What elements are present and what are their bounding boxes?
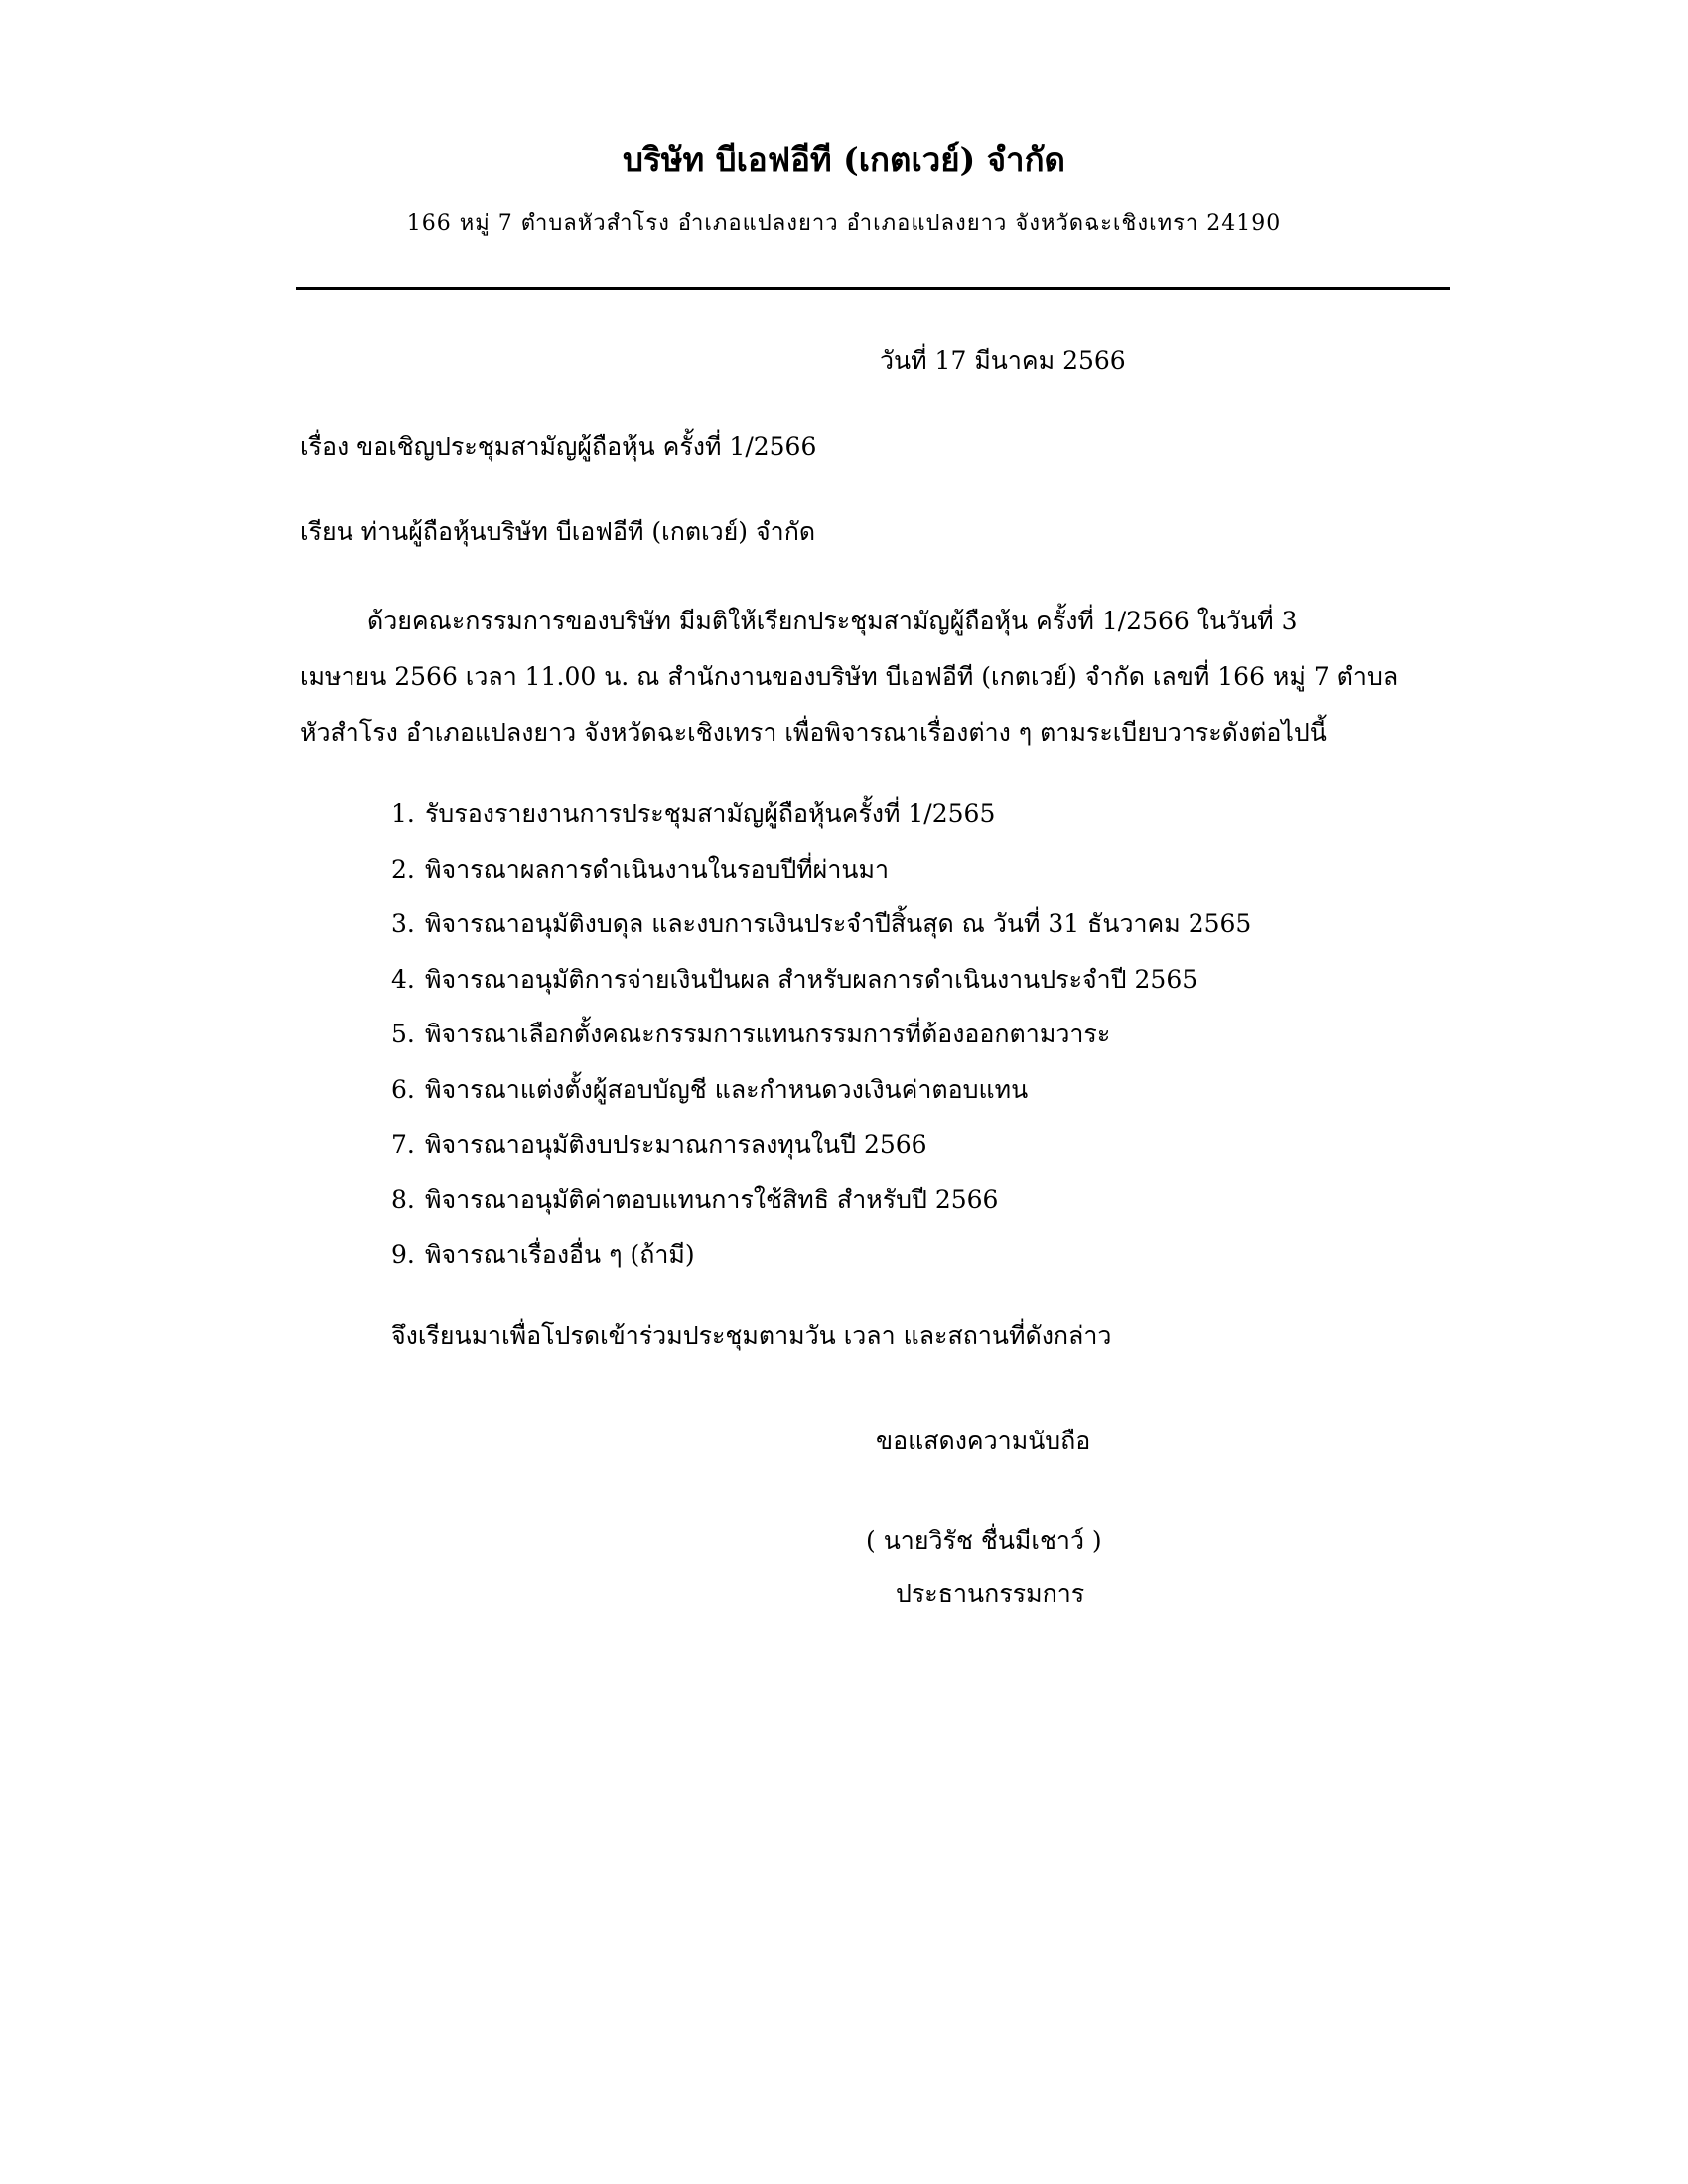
agenda-item-number: 2. (391, 854, 415, 884)
letter-date: วันที่ 17 มีนาคม 2566 (880, 346, 1126, 375)
company-name: บริษัท บีเอฟอีที (เกตเวย์) จำกัด (623, 140, 1065, 179)
agenda-item-text: พิจารณาเลือกตั้งคณะกรรมการแทนกรรมการที่ต้องออกตามวาระ (425, 1020, 1111, 1048)
agenda-item (391, 1062, 1251, 1118)
agenda-item-text: พิจารณาอนุมัติค่าตอบแทนการใช้สิทธิ สำหรับปี 2566 (425, 1184, 999, 1214)
agenda-item-text: พิจารณาผลการดำเนินงานในรอบปีที่ผ่านมา (425, 854, 889, 884)
closing-sentence: จึงเรียนมาเพื่อโปรดเข้าร่วมประชุมตามวัน เวลา และสถานที่ดังกล่าว (391, 1321, 1112, 1350)
letter-subject: เรื่อง ขอเชิญประชุมสามัญผู้ถือหุ้น ครั้งที่ 1/2566 (300, 432, 817, 461)
agenda-item-text: พิจารณาอนุมัติงบประมาณการลงทุนในปี 2566 (425, 1130, 927, 1159)
agenda-item-number: 9. (391, 1240, 415, 1269)
body-line: หัวสำโรง อำเภอแปลงยาว จังหวัดฉะเชิงเทรา เพื่อพิจารณาเรื่องต่าง ๆ ตามระเบียบวาระดังต่อไปนี้ (300, 718, 1327, 747)
body-line: ด้วยคณะกรรมการของบริษัท มีมติให้เรียกประชุมสามัญผู้ถือหุ้น ครั้งที่ 1/2566 ในวันที่ 3 (367, 607, 1298, 635)
agenda-item (391, 842, 1251, 897)
body-line: เมษายน 2566 เวลา 11.00 น. ณ สำนักงานของบริษัท บีเอฟอีที (เกตเวย์) จำกัด เลขที่ 166 หมู่ 7 ตำบล (300, 662, 1399, 691)
agenda-item-number: 5. (391, 1020, 415, 1048)
agenda-item (391, 1117, 1251, 1172)
agenda-list (391, 786, 1251, 1283)
agenda-item (391, 786, 1251, 842)
agenda-item (391, 1172, 1251, 1228)
agenda-item-number: 4. (391, 964, 415, 994)
agenda-item-text: พิจารณาแต่งตั้งผู้สอบบัญชี และกำหนดวงเงินค่าตอบแทน (425, 1074, 1029, 1104)
agenda-item (391, 896, 1251, 952)
agenda-item-text: พิจารณาอนุมัติงบดุล และงบการเงินประจำปีสิ้นสุด ณ วันที่ 31 ธันวาคม 2565 (425, 909, 1252, 938)
company-address: 166 หมู่ 7 ตำบลหัวสำโรง อำเภอแปลงยาว อำเภอแปลงยาว จังหวัดฉะเชิงเทรา 24190 (406, 211, 1282, 236)
agenda-item-text: รับรองรายงานการประชุมสามัญผู้ถือหุ้นครั้งที่ 1/2565 (425, 799, 996, 828)
header-divider (296, 287, 1450, 290)
agenda-item-number: 1. (391, 799, 415, 828)
agenda-item (391, 952, 1251, 1008)
agenda-item-number: 8. (391, 1184, 415, 1214)
agenda-item (391, 1227, 1251, 1283)
complimentary-close: ขอแสดงความนับถือ (876, 1427, 1091, 1455)
body-paragraph (300, 594, 1447, 760)
signer-title: ประธานกรรมการ (896, 1579, 1085, 1608)
agenda-item-number: 3. (391, 909, 415, 938)
letter-recipient: เรียน ท่านผู้ถือหุ้นบริษัท บีเอฟอีที (เกตเวย์) จำกัด (300, 517, 816, 546)
agenda-item-number: 6. (391, 1074, 415, 1104)
signer-name: ( นายวิรัช ชื่นมีเชาว์ ) (866, 1526, 1102, 1555)
agenda-item-text: พิจารณาอนุมัติการจ่ายเงินปันผล สำหรับผลการดำเนินงานประจำปี 2565 (425, 964, 1198, 994)
agenda-item (391, 1007, 1251, 1062)
agenda-item-text: พิจารณาเรื่องอื่น ๆ (ถ้ามี) (425, 1240, 695, 1269)
agenda-item-number: 7. (391, 1130, 415, 1159)
